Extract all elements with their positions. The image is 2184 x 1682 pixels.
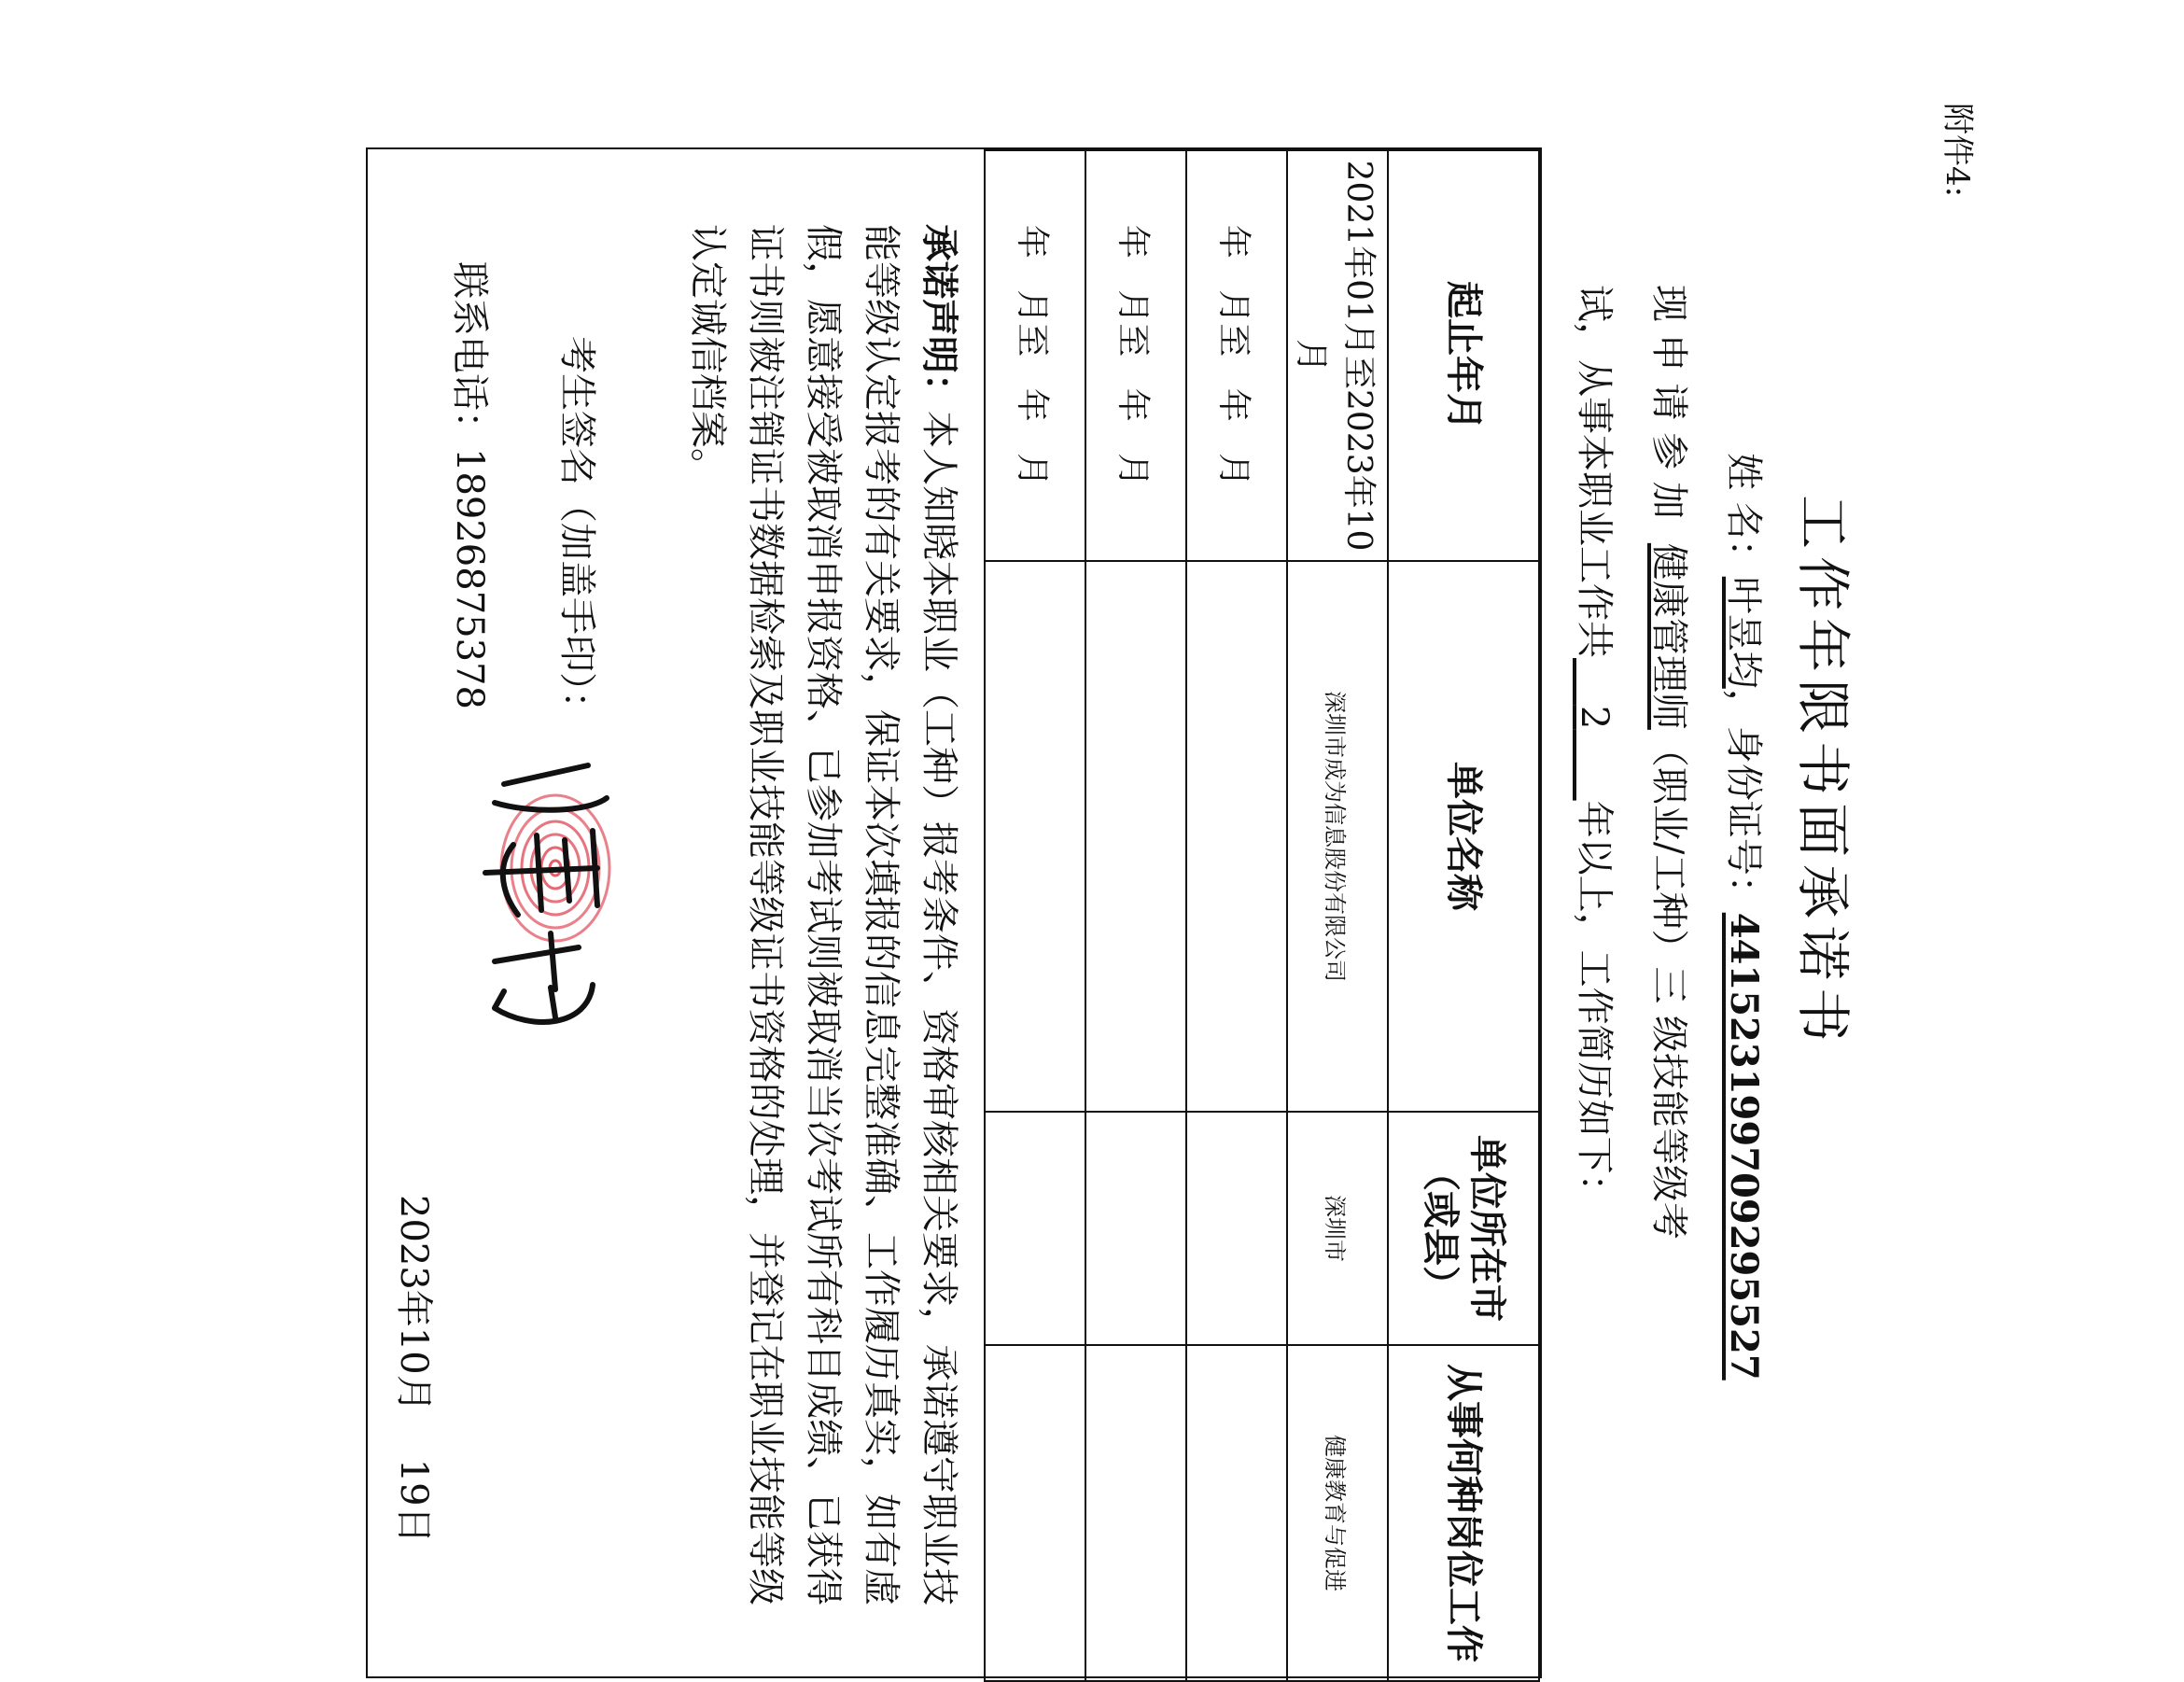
period-cell: 年 月至 年 月 [1085,150,1186,561]
header-period: 起止年月 [1388,150,1539,561]
table-row [1085,150,1186,1681]
work-history-table [984,149,1540,1682]
position-cell [1085,1345,1186,1681]
id-label: ，身份证号： [1722,688,1765,913]
promise-text: 本人知晓本职业（工种）报考条件、资格审核相关要求，承诺遵守职业技能等级认定报考的有关要求，保证本次填报的信息完整准确、工作履历真实，如有虚假，愿意接受被取消申报资格、已参加考试则被取消当次考试所有科目成绩、已获得证书则被注销证书数据检索及职业技能等级证书资格的处理，并登记在职业技能等级认定诚信档案。 [686,224,960,1605]
applicant-name: 叶昱均 [1722,576,1765,689]
employer-cell [1085,561,1186,1112]
years-suffix: 年以上，工作简历如下： [1573,800,1616,1212]
name-label: 姓 名： [1722,453,1765,577]
id-number: 441523199709295527 [1722,912,1766,1381]
application-line [1645,285,1699,1240]
date-line [390,1195,443,1544]
form-frame [366,147,1542,1678]
signature-line [553,336,607,728]
period-cell: 年 月至 年 月 [1186,150,1287,561]
annex-label: 附件4: [1939,103,1976,198]
city-cell [1186,1112,1287,1345]
date-year-month: 2023年10月 [392,1195,435,1412]
application-prefix: 现 申 请 参 加 [1647,285,1690,519]
date-day: 19日 [392,1458,435,1544]
years-prefix: 试，从事本职业工作共 [1573,285,1616,658]
employer-cell [1186,561,1287,1112]
city-cell [1085,1112,1186,1345]
position-cell [1186,1345,1287,1681]
employer-cell [985,561,1085,1112]
period-cell: 年 月至 年 月 [985,150,1085,561]
years-value [1573,658,1616,801]
phone-number: 18926875378 [448,448,491,709]
position-cell [985,1345,1085,1681]
city-cell [985,1112,1085,1345]
phone-line [446,261,499,709]
phone-label: 联系电话： [448,261,491,448]
table-row [1287,150,1388,1681]
promise-statement [679,224,968,1605]
document-title: 工作年限书面承诺书 [1791,494,1855,1049]
city-cell: 深圳市 [1287,1112,1388,1345]
applicant-line [1720,453,1773,1381]
years-number: 2 [1573,705,1616,730]
header-city: 单位所在市（或县） [1388,1112,1539,1345]
occupation-name: 健康管理师 [1647,542,1690,730]
signature-drawing [467,747,644,1055]
promise-label: 承诺声明： [917,224,961,411]
years-line [1571,285,1624,1212]
header-position: 从事何种岗位工作 [1388,1345,1539,1681]
handwritten-signature [467,747,644,1055]
header-employer: 单位名称 [1388,561,1539,1112]
period-cell: 2021年01月至2023年10月 [1287,150,1388,561]
employer-cell: 深圳市成为信息股份有限公司 [1287,561,1388,1112]
occupation-suffix: （职业/工种）三 级技能等级考 [1647,729,1690,1240]
signature-strokes [485,765,607,1022]
signature-label: 考生签名（加盖手印）： [555,336,598,728]
table-row [1186,150,1287,1681]
table-row [985,150,1085,1681]
position-cell: 健康教育与促进 [1287,1345,1388,1681]
table-header-row [1388,150,1539,1681]
